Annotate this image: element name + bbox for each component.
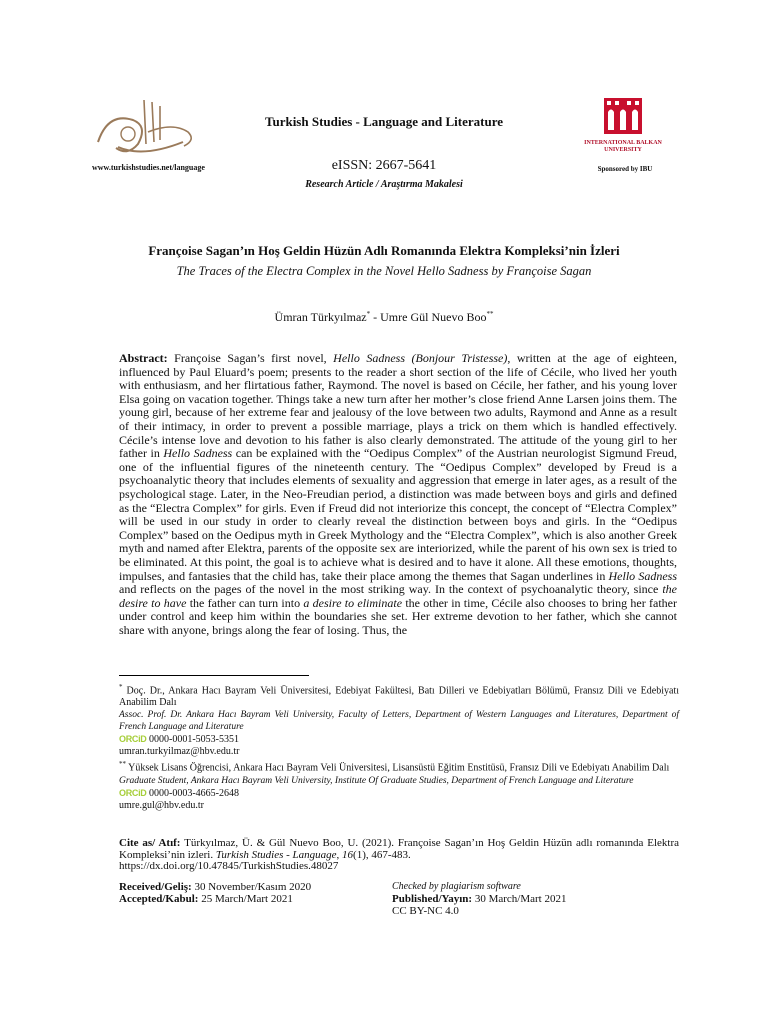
abstract-label: Abstract: bbox=[119, 351, 168, 365]
citation-pages: (1), 467-483. bbox=[353, 848, 411, 861]
footnote-1-orcid[interactable] bbox=[119, 733, 679, 746]
abstract-italic: Hello Sadness bbox=[163, 446, 233, 461]
journal-website-link[interactable]: www.turkishstudies.net/language bbox=[92, 163, 205, 172]
abstract bbox=[119, 352, 677, 637]
authors bbox=[0, 310, 768, 325]
license: CC BY-NC 4.0 bbox=[392, 905, 459, 917]
eissn: eISSN: 2667-5641 bbox=[331, 158, 437, 173]
author-1-mark: * bbox=[366, 310, 371, 318]
ibu-logo bbox=[598, 94, 648, 138]
citation-doi-link[interactable]: https://dx.doi.org/10.47845/TurkishStudies.48027 bbox=[119, 860, 339, 872]
received-date bbox=[119, 881, 311, 893]
plagiarism-note: Checked by plagiarism software bbox=[392, 881, 521, 892]
footnote-1-affiliation-en: Assoc. Prof. Dr. Ankara Hacı Bayram Veli University, Faculty of Letters, Department of Western Languages and Literatures, Department of French Language and Literature bbox=[119, 710, 679, 733]
received-label: Received/Geliş: bbox=[119, 881, 192, 893]
footnotes bbox=[119, 681, 679, 812]
published-label: Published/Yayın: bbox=[392, 893, 473, 905]
orcid-icon: ORCiD bbox=[119, 787, 147, 798]
received-value: 30 November/Kasım 2020 bbox=[191, 881, 312, 893]
citation bbox=[119, 838, 679, 873]
published-value: 30 March/Mart 2021 bbox=[472, 893, 567, 905]
accepted-value: 25 March/Mart 2021 bbox=[198, 893, 293, 905]
citation-sep: , bbox=[336, 848, 343, 861]
dates-right bbox=[392, 881, 567, 917]
footnote-2-mark: ** bbox=[119, 760, 126, 769]
orcid-icon: ORCiD bbox=[119, 734, 147, 745]
footnote-2-orcid[interactable] bbox=[119, 787, 679, 800]
author-separator: - bbox=[370, 310, 381, 324]
footnote-2-email[interactable]: umre.gul@hbv.edu.tr bbox=[119, 799, 204, 811]
title-turkish: Françoise Sagan’ın Hoş Geldin Hüzün Adlı Romanında Elektra Kompleksi’nin İzleri bbox=[148, 243, 620, 258]
author-1: Ümran Türkyılmaz bbox=[274, 310, 367, 324]
citation-journal: Turkish Studies - Language bbox=[215, 848, 337, 861]
abstract-italic: Hello Sadness bbox=[608, 568, 677, 583]
published-date bbox=[392, 893, 567, 905]
dates-left bbox=[119, 881, 311, 905]
footnote-2-affiliation-tr bbox=[119, 758, 679, 774]
footnote-2-text: Yüksek Lisans Öğrencisi, Ankara Hacı Bayram Veli Üniversitesi, Lisansüstü Eğitim Enstitüsü, Fransız Dili ve Edebiyatı Anabilim Dalı bbox=[126, 762, 670, 774]
article-type: Research Article / Araştırma Makalesi bbox=[305, 179, 463, 190]
ibu-logo-text: INTERNATIONAL BALKAN UNIVERSITY bbox=[584, 140, 662, 153]
abstract-text: can be explained with the “Oedipus Complex” of the Austrian neurologist Sigmund Freud, one of the influential figures of the nineteenth century. The “Oedipus Complex” developed by Freud is a psychoanalytic theory that includes elements of sexuality and aggression that emerge in later ages, as a result of the psychological stage. Later, in the Neo-Freudian period, a distinction was made between boys and girls and defined as the “Electra Complex” for girls. Even if Freud did not interiorize this concept, the concept of “Electra Complex” will be used in our study in order to clearly reveal the distinction between boys and girls. In the “Oedipus Complex” based on the Oedipus myth in Greek Mythology and the “Electra Complex”, which is also another Greek myth and named after Elektra, parents of the opposite sex are interiorized, while the parent of his own sex is tried to be eliminated. At this point, the goal is to achieve what is desired and to have it alone. All these emotions, thoughts, impulses, and fantasies that the child has, take their place among the themes that Sagan underlines in bbox=[119, 446, 678, 583]
footnote-2-affiliation-en: Graduate Student, Ankara Hacı Bayram Veli University, Institute Of Graduate Studies, Department of French Language and Literature bbox=[119, 775, 634, 786]
footnote-divider bbox=[119, 675, 309, 676]
journal-title: Turkish Studies - Language and Literature bbox=[264, 114, 504, 129]
title-english: The Traces of the Electra Complex in the Novel Hello Sadness by Françoise Sagan bbox=[176, 264, 592, 278]
abstract-italic: Hello Sadness (Bonjour Tristesse) bbox=[333, 351, 508, 365]
footnote-2-orcid-id: 0000-0003-4665-2648 bbox=[146, 787, 239, 799]
footnote-1-orcid-id: 0000-0001-5053-5351 bbox=[146, 734, 239, 746]
citation-text: Türkyılmaz, Ü. & Gül Nuevo Boo, U. (2021). Françoise Sagan’ın Hoş Geldin Hüzün adlı romanında Elektra Kompleksi’nin izleri. bbox=[119, 837, 680, 861]
abstract-italic: a desire to eliminate bbox=[303, 595, 403, 610]
footnote-1-text: Doç. Dr., Ankara Hacı Bayram Veli Üniversitesi, Edebiyat Fakültesi, Batı Dilleri ve Edebiyatları Bölümü, Fransız Dili ve Edebiyatı Anabilim Dalı bbox=[119, 685, 679, 709]
citation-volume: 16 bbox=[342, 848, 354, 861]
citation-label: Cite as/ Atıf: bbox=[119, 837, 181, 849]
abstract-text: the other in time, Cécile also chooses to bring her father under control and keep him within the boundaries she set. Her extreme devotion to her father, which she cannot share with anyone, brings along the fear of losing. Thus, the bbox=[119, 595, 677, 637]
footnote-1-affiliation-tr bbox=[119, 681, 679, 709]
accepted-label: Accepted/Kabul: bbox=[119, 893, 199, 905]
footnote-1-email[interactable]: umran.turkyilmaz@hbv.edu.tr bbox=[119, 746, 240, 758]
sponsored-by: Sponsored by IBU bbox=[597, 165, 653, 173]
abstract-text: , written at the age of eighteen, influenced by Paul Eluard’s poem; presents to the reader a short section of the life of Cécile, who lived her youth with enthusiasm, and her flirtatious father, Raymond. The novel is based on Cécile, her father, and his young lover Elsa going on vacation together. Things take a new turn after her mother’s close friend Anne Larsen joins them. The young girl, because of her extreme fear and jealousy of the love between two adults, Raymond and Anne as a result of their intimacy, in order to prevent a possible marriage, plays a trick on them which is handled effectively. Cécile’s intense love and devotion to his father is also clearly demonstrated. The attitude of the young girl to her father in bbox=[119, 351, 677, 461]
footnote-1-mark: * bbox=[119, 683, 123, 691]
author-2-mark: ** bbox=[486, 310, 494, 318]
author-2: Umre Gül Nuevo Boo bbox=[380, 310, 487, 324]
abstract-text: the father can turn into bbox=[186, 595, 304, 610]
abstract-italic: the desire to have bbox=[119, 582, 677, 610]
abstract-text: and reflects on the pages of the novel in the most striking way. In the context of psychoanalytic theory, since bbox=[119, 582, 663, 597]
abstract-text: Françoise Sagan’s first novel, bbox=[167, 351, 334, 365]
accepted-date bbox=[119, 893, 311, 905]
